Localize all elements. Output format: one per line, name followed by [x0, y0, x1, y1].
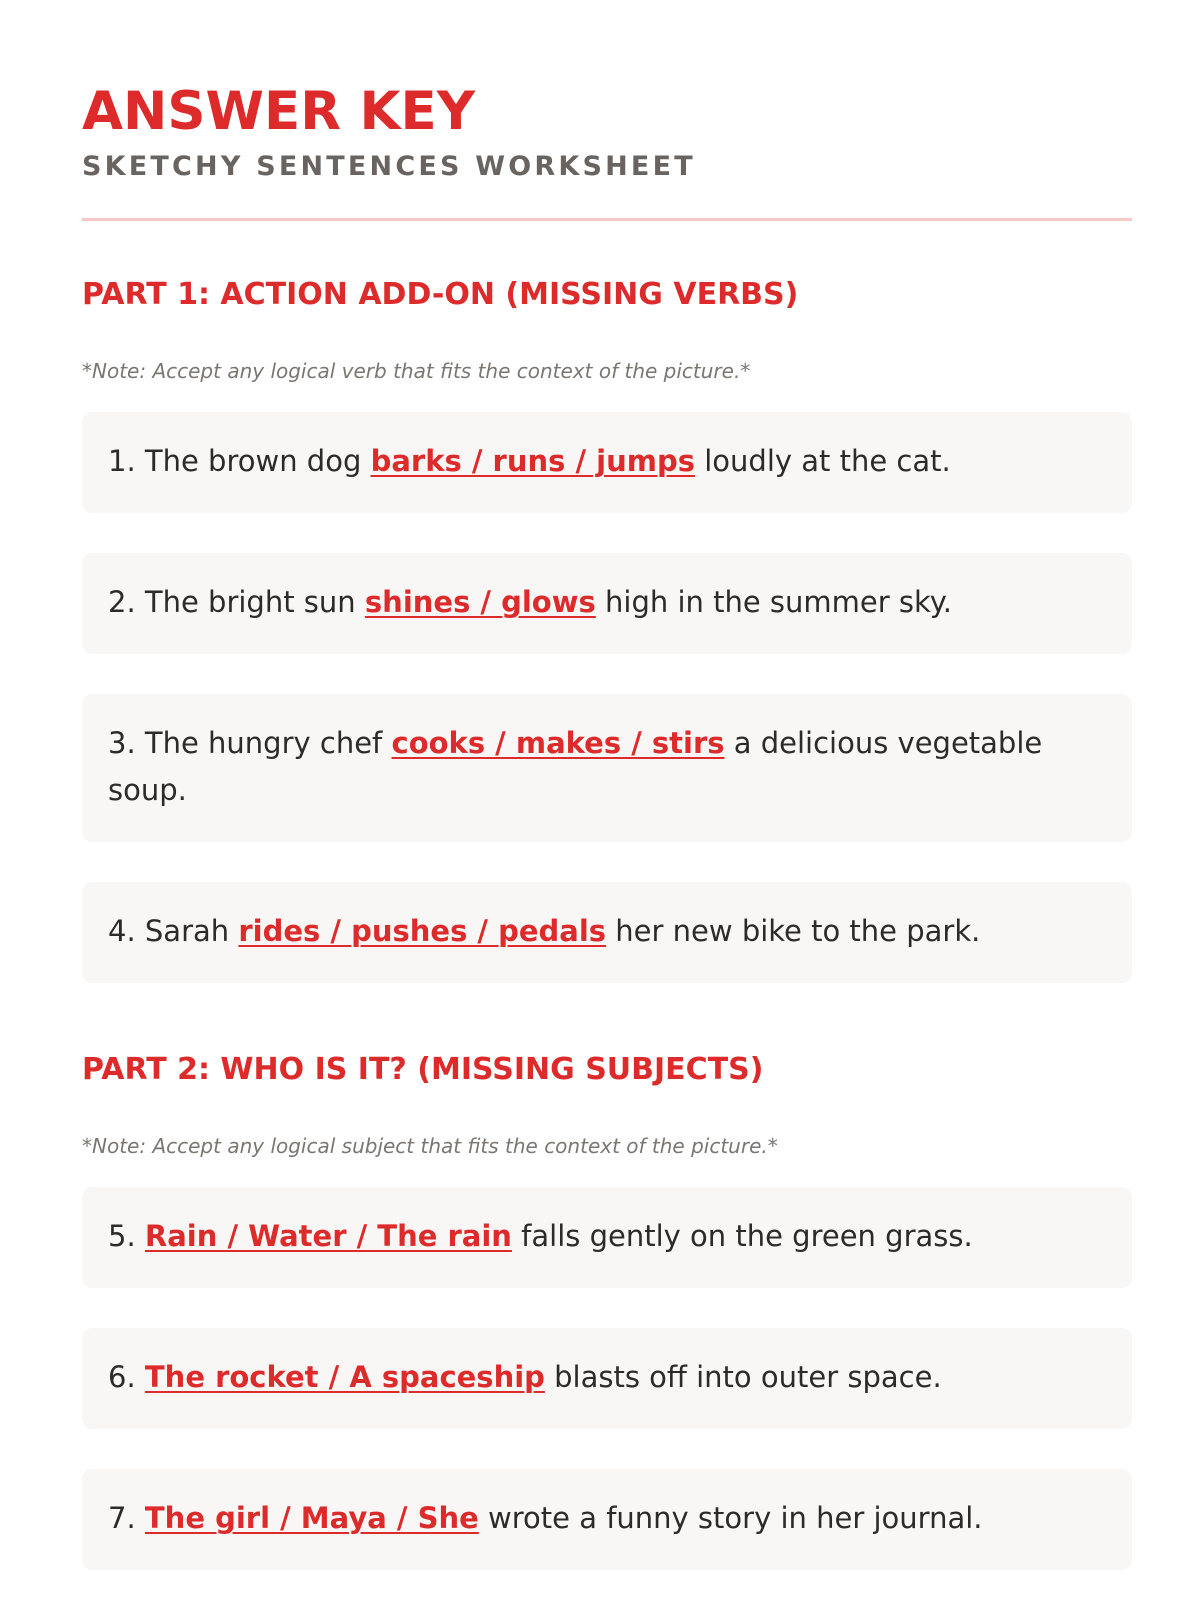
- item-number: 6.: [108, 1360, 136, 1394]
- answer-list: [82, 1187, 1132, 1570]
- item-answer: The girl / Maya / She: [144, 1501, 479, 1535]
- section-title: PART 2: WHO IS IT? (MISSING SUBJECTS): [82, 1052, 764, 1087]
- item-text-after: wrote a funny story in her journal.: [488, 1501, 983, 1535]
- answer-item: [82, 412, 1132, 513]
- header-divider: [82, 218, 1132, 221]
- item-text-after: falls gently on the green grass.: [521, 1219, 973, 1253]
- item-text-before: The bright sun: [144, 585, 356, 619]
- item-text-after: loudly at the cat.: [704, 444, 951, 478]
- answer-item: [82, 882, 1132, 983]
- item-text-after: blasts off into outer space.: [554, 1360, 942, 1394]
- item-answer: The rocket / A spaceship: [144, 1360, 545, 1394]
- item-text-before: The brown dog: [144, 444, 362, 478]
- section-title: PART 1: ACTION ADD-ON (MISSING VERBS): [82, 277, 799, 312]
- item-number: 1.: [108, 444, 136, 478]
- item-number: 5.: [108, 1219, 136, 1253]
- section-part-1: [82, 276, 1132, 983]
- item-answer: rides / pushes / pedals: [238, 914, 607, 948]
- item-text-before: Sarah: [144, 914, 230, 948]
- section-part-2: [82, 1051, 1132, 1570]
- page-subtitle: SKETCHY SENTENCES WORKSHEET: [82, 151, 696, 182]
- item-answer: barks / runs / jumps: [370, 444, 696, 478]
- item-number: 2.: [108, 585, 136, 619]
- item-text-after: high in the summer sky.: [605, 585, 953, 619]
- answer-item: [82, 1328, 1132, 1429]
- item-number: 7.: [108, 1501, 136, 1535]
- page-title: ANSWER KEY: [82, 81, 476, 142]
- item-text-before: The hungry chef: [144, 726, 383, 760]
- item-number: 4.: [108, 914, 136, 948]
- answer-item: [82, 694, 1132, 842]
- item-number: 3.: [108, 726, 136, 760]
- item-answer: cooks / makes / stirs: [391, 726, 725, 760]
- answer-item: [82, 1469, 1132, 1570]
- answer-item: [82, 553, 1132, 654]
- section-note: *Note: Accept any logical subject that fits the context of the picture.*: [82, 1134, 778, 1158]
- item-answer: shines / glows: [364, 585, 596, 619]
- answer-item: [82, 1187, 1132, 1288]
- item-answer: Rain / Water / The rain: [144, 1219, 512, 1253]
- answer-list: [82, 412, 1132, 983]
- section-note: *Note: Accept any logical verb that fits the context of the picture.*: [82, 359, 751, 383]
- item-text-after: a delicious vegetable soup.: [108, 726, 1043, 807]
- item-text-after: her new bike to the park.: [615, 914, 981, 948]
